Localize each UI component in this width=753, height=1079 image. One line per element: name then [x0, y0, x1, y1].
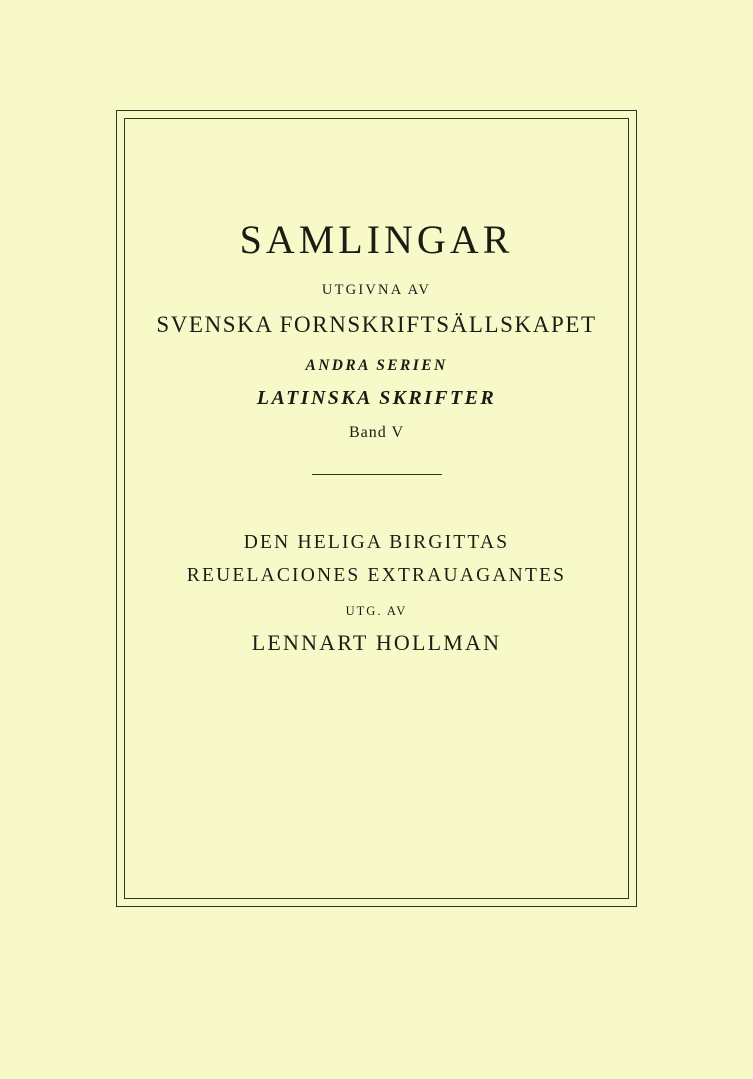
page-title: SAMLINGAR — [239, 217, 514, 262]
horizontal-divider — [312, 474, 442, 475]
cover-content — [124, 118, 629, 899]
editor-name: LENNART HOLLMAN — [251, 630, 502, 655]
issued-by-label: UTGIVNA AV — [321, 282, 432, 298]
subseries-label: LATINSKA SKRIFTER — [256, 387, 497, 409]
work-title-line-1: DEN HELIGA BIRGITTAS — [243, 532, 510, 553]
series-label: ANDRA SERIEN — [305, 357, 448, 374]
editor-label: UTG. AV — [345, 604, 408, 618]
publisher-society: SVENSKA FORNSKRIFTSÄLLSKAPET — [156, 312, 597, 337]
work-title-line-2: REUELACIONES EXTRAUAGANTES — [186, 565, 567, 586]
volume-label: Band V — [348, 424, 405, 441]
